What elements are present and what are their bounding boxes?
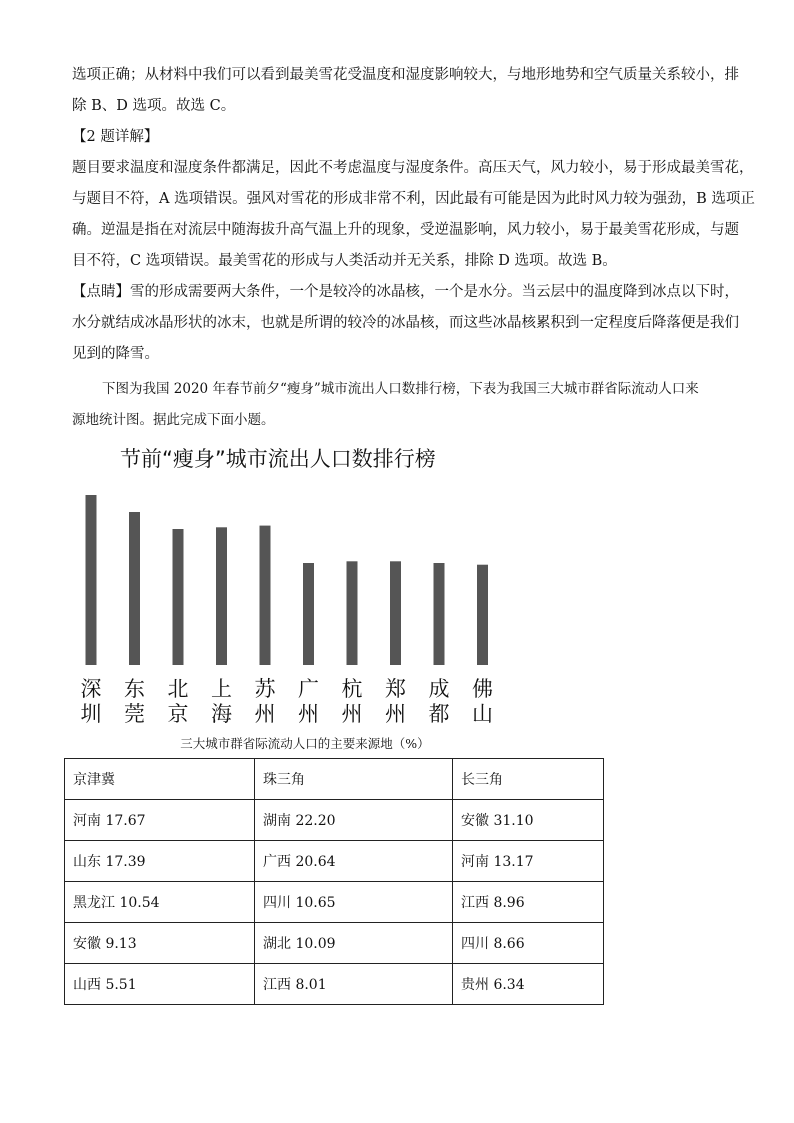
text-line: 水分就结成冰晶形状的冰末，也就是所谓的较冷的冰晶核，而这些冰晶核累积到一定程度后降落便是我们 bbox=[72, 315, 739, 331]
category-label-char: 佛 bbox=[472, 677, 493, 701]
table-header-row bbox=[65, 759, 604, 800]
bar-5 bbox=[303, 563, 314, 665]
table-cell: 四川 10.65 bbox=[255, 882, 453, 923]
category-label-char: 成 bbox=[428, 677, 450, 701]
bar-1 bbox=[129, 512, 140, 665]
table-cell: 山西 5.51 bbox=[65, 964, 255, 1005]
category-label-char: 州 bbox=[254, 702, 276, 726]
intro-line: 下图为我国 2020 年春节前夕“瘦身”城市流出人口数排行榜，下表为我国三大城市群省际流动人口来 bbox=[102, 381, 699, 397]
category-label-char: 海 bbox=[211, 702, 232, 726]
table-cell: 山东 17.39 bbox=[65, 841, 255, 882]
category-label-char: 深 bbox=[80, 677, 102, 701]
text-line: 目不符，C 选项错误。最美雪花的形成与人类活动并无关系，排除 D 选项。故选 B。 bbox=[72, 253, 617, 269]
bar-3 bbox=[216, 527, 227, 665]
bar-4 bbox=[260, 526, 271, 665]
text-line: 【2 题详解】 bbox=[72, 129, 159, 145]
chart-title: 节前“瘦身”城市流出人口数排行榜 bbox=[120, 447, 436, 471]
category-label-char: 州 bbox=[385, 702, 406, 726]
table-cell: 河南 17.67 bbox=[65, 800, 255, 841]
category-label-char: 北 bbox=[167, 677, 189, 701]
category-label-char: 广 bbox=[298, 677, 319, 701]
table-cell: 四川 8.66 bbox=[453, 923, 604, 964]
category-label-char: 苏 bbox=[254, 677, 276, 701]
table-cell: 河南 13.17 bbox=[453, 841, 604, 882]
bar-6 bbox=[347, 561, 358, 665]
category-label-char: 上 bbox=[211, 677, 232, 701]
table-cell: 安徽 31.10 bbox=[453, 800, 604, 841]
text-line: 确。逆温是指在对流层中随海拔升高气温上升的现象，受逆温影响，风力较小，易于最美雪花形成，与题 bbox=[72, 222, 739, 238]
text-line: 与题目不符，A 选项错误。强风对雪花的形成非常不利，因此最有可能是因为此时风力较为强劲，B 选项正 bbox=[72, 191, 755, 207]
table-cell: 广西 20.64 bbox=[255, 841, 453, 882]
table-cell: 湖南 22.20 bbox=[255, 800, 453, 841]
column-header: 京津冀 bbox=[65, 759, 255, 800]
text-line: 选项正确；从材料中我们可以看到最美雪花受温度和湿度影响较大，与地形地势和空气质量关系较小，排 bbox=[72, 67, 739, 83]
table-row bbox=[65, 841, 604, 882]
migration-source-table bbox=[64, 758, 604, 1005]
table-row bbox=[65, 964, 604, 1005]
table-cell: 江西 8.96 bbox=[453, 882, 604, 923]
table-cell: 安徽 9.13 bbox=[65, 923, 255, 964]
table-caption: 三大城市群省际流动人口的主要来源地（%） bbox=[180, 736, 430, 751]
category-label-char: 山 bbox=[472, 702, 493, 726]
question-intro bbox=[72, 374, 732, 436]
category-label-char: 杭 bbox=[341, 677, 363, 701]
table-cell: 黑龙江 10.54 bbox=[65, 882, 255, 923]
intro-line: 源地统计图。据此完成下面小题。 bbox=[72, 412, 275, 428]
text-line: 题目要求温度和湿度条件都满足，因此不考虑温度与湿度条件。高压天气，风力较小，易于形成最美雪花， bbox=[72, 160, 754, 176]
outflow-ranking-chart bbox=[60, 440, 520, 730]
bar-9 bbox=[477, 565, 488, 665]
category-label-char: 都 bbox=[428, 702, 450, 726]
column-header: 珠三角 bbox=[255, 759, 453, 800]
bar-7 bbox=[390, 561, 401, 665]
category-label-char: 东 bbox=[124, 677, 145, 701]
bar-8 bbox=[434, 563, 445, 665]
category-label-char: 圳 bbox=[80, 702, 102, 726]
table-cell: 湖北 10.09 bbox=[255, 923, 453, 964]
bar-2 bbox=[173, 529, 184, 665]
answer-explanation bbox=[72, 60, 755, 370]
table-row bbox=[65, 882, 604, 923]
category-label-char: 京 bbox=[167, 702, 189, 726]
text-line: 除 B、D 选项。故选 C。 bbox=[72, 98, 236, 114]
table-row bbox=[65, 800, 604, 841]
text-line: 见到的降雪。 bbox=[72, 346, 159, 362]
table-cell: 贵州 6.34 bbox=[453, 964, 604, 1005]
category-label-char: 莞 bbox=[124, 702, 145, 726]
bar-0 bbox=[86, 495, 97, 665]
table-row bbox=[65, 923, 604, 964]
column-header: 长三角 bbox=[453, 759, 604, 800]
text-line: 【点睛】雪的形成需要两大条件，一个是较冷的冰晶核，一个是水分。当云层中的温度降到冰点以下时， bbox=[72, 284, 739, 300]
category-label-char: 州 bbox=[341, 702, 363, 726]
category-label-char: 郑 bbox=[385, 677, 406, 701]
table-cell: 江西 8.01 bbox=[255, 964, 453, 1005]
category-label-char: 州 bbox=[298, 702, 319, 726]
